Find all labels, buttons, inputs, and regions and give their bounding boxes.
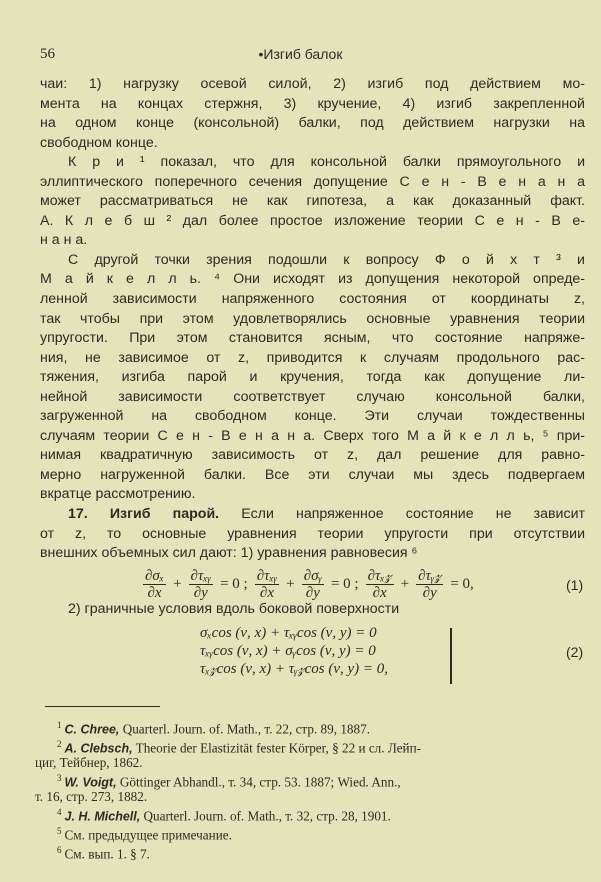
footnote-continuation: циг, Тейбнер, 1862. bbox=[35, 755, 143, 771]
section-heading: 17. Изгиб парой. bbox=[68, 506, 220, 523]
fraction-numerator: ∂τₓ𝓏 bbox=[367, 568, 392, 584]
text-line: нейной зависимости соответствует случаю консольной балки, bbox=[40, 388, 585, 405]
text-line: н а н а. bbox=[40, 232, 88, 249]
fraction-denominator: ∂y bbox=[305, 585, 320, 601]
footnote-author: A. Clebsch, bbox=[64, 741, 133, 756]
text-line: ленной зависимости напряженного состояния от координаты z, bbox=[40, 291, 585, 308]
fraction-numerator: ∂τᵧ𝓏 bbox=[418, 568, 442, 584]
text-line: от z, то основные уравнения теории упругости при отсутствии bbox=[40, 525, 585, 542]
text-line: чаи: 1) нагрузку осевой силой, 2) изгиб под действием мо- bbox=[40, 76, 585, 92]
text-line: мента на концах стержня, 3) кручение, 4) изгиб закрепленной bbox=[40, 95, 585, 112]
footnote-rule bbox=[45, 706, 160, 707]
footnote bbox=[35, 737, 585, 756]
fraction bbox=[143, 568, 166, 601]
equation-row: σₓcos (ν, x) + τₓᵧcos (ν, y) = 0 bbox=[200, 625, 377, 641]
text-line: случаям теории С е н - В е н а н а. Сверх того М а й к е л л ь, ⁵ при- bbox=[40, 427, 585, 444]
footnote-mark: 2 bbox=[57, 739, 62, 750]
footnote-mark: 1 bbox=[57, 720, 62, 730]
equation-2-bracket bbox=[450, 628, 452, 684]
equation-row: τₓ𝓏cos (ν, x) + τᵧ𝓏cos (ν, y) = 0, bbox=[200, 661, 389, 677]
text-line: С другой точки зрения подошли к вопросу Ф о й х т ³ и bbox=[68, 251, 585, 268]
footnote-text: Quarterl. Journ. of. Math., т. 22, стр. 89, 1887. bbox=[119, 721, 370, 737]
equation-operator: = 0 ; bbox=[330, 576, 359, 592]
fraction bbox=[366, 568, 394, 601]
section-first-line bbox=[40, 505, 585, 525]
footnote-text: Quarterl. Journ. of. Math., т. 32, стр. 28, 1901. bbox=[140, 808, 391, 824]
equation-1 bbox=[140, 568, 580, 601]
text-line: мерно нагруженной балки. Все эти случаи мы здесь подвергаем bbox=[40, 466, 585, 483]
paragraphs bbox=[40, 75, 585, 505]
footnote-author: J. H. Michell, bbox=[64, 809, 141, 824]
text-line: тяжения, изгиба парой и кручения, тогда как допущение ли- bbox=[40, 369, 585, 386]
footnote bbox=[35, 824, 585, 843]
page-number: 56 bbox=[40, 46, 55, 62]
equation-2 bbox=[200, 624, 388, 678]
fraction-denominator: ∂x bbox=[259, 585, 274, 601]
text-line: может рассматриваться не как гипотеза, а как доказанный факт. bbox=[40, 193, 585, 210]
fraction bbox=[416, 568, 443, 601]
footnotes bbox=[35, 718, 585, 862]
equation-operator: + bbox=[400, 576, 410, 592]
fraction-numerator: ∂σₓ bbox=[145, 568, 165, 584]
fraction-numerator: ∂τₓᵧ bbox=[256, 568, 278, 584]
section-lines bbox=[40, 525, 585, 564]
footnote-mark: 6 bbox=[57, 844, 62, 855]
section-first-line-text: Если напряженное состояние не зависит bbox=[241, 506, 585, 523]
body-text bbox=[40, 75, 585, 564]
footnote bbox=[35, 843, 585, 862]
boundary-conditions-text: 2) граничные условия вдоль боковой поверхности bbox=[68, 601, 400, 617]
text-line: К р и ¹ показал, что для консольной балки прямоугольного и bbox=[68, 154, 585, 171]
fraction-denominator: ∂x bbox=[372, 585, 387, 601]
footnote-text: См. вып. 1. § 7. bbox=[64, 846, 150, 862]
footnote-mark: 5 bbox=[57, 825, 62, 836]
text-line: так чтобы при этом удовлетворялись основные уравнения теории bbox=[40, 310, 585, 327]
text-line: эллиптического поперечного сечения допущение С е н - В е н а н а bbox=[40, 173, 585, 190]
text-line: М а й к е л л ь. ⁴ Они исходят из допущения некоторой опреде- bbox=[40, 271, 585, 288]
equation-2-number: (2) bbox=[566, 644, 584, 660]
footnote-author: W. Voigt, bbox=[64, 775, 117, 790]
footnote-author: C. Chree, bbox=[64, 722, 120, 737]
text-line: свободном конце. bbox=[40, 134, 158, 151]
footnote-text: См. предыдущее примечание. bbox=[64, 827, 232, 843]
equation-operator: + bbox=[173, 576, 182, 592]
footnote bbox=[35, 771, 585, 790]
footnote-text: Göttinger Abhandl., т. 34, стр. 53. 1887; Wied. Ann., bbox=[116, 774, 401, 790]
fraction-numerator: ∂τₓᵧ bbox=[190, 568, 212, 584]
text-line: загруженной на свободном конце. Эти случаи тождественны bbox=[40, 408, 585, 425]
fraction bbox=[302, 568, 324, 601]
text-line: упругости. При этом становится ясным, что состояние напряже- bbox=[40, 330, 585, 347]
equation-operator: = 0 ; bbox=[220, 576, 248, 592]
fraction-denominator: ∂x bbox=[147, 585, 162, 601]
footnote-text: Theorie der Elastizität fester Körper, § 22 и сл. Лейп- bbox=[132, 740, 422, 756]
footnote-continuation: т. 16, стр. 273, 1882. bbox=[35, 788, 148, 804]
text-line: внешних объемных сил дают: 1) уравнения равновесия ⁶ bbox=[40, 545, 418, 562]
fraction-numerator: ∂σᵧ bbox=[303, 568, 322, 584]
text-line: А. К л е б ш ² дал более простое изложение теории С е н - В е- bbox=[40, 212, 585, 229]
equation-row: τₓᵧcos (ν, x) + σᵧcos (ν, y) = 0 bbox=[200, 643, 376, 659]
fraction bbox=[255, 568, 280, 601]
fraction bbox=[189, 568, 214, 601]
fraction-denominator: ∂y bbox=[193, 585, 208, 601]
text-line: на одном конце (консольной) балки, под действием нагрузки на bbox=[40, 115, 585, 132]
fraction-denominator: ∂y bbox=[422, 585, 437, 601]
footnote bbox=[35, 718, 585, 737]
equation-operator: + bbox=[286, 576, 295, 592]
footnote bbox=[35, 805, 585, 824]
running-title: •Изгиб балок bbox=[258, 46, 343, 62]
text-line: нимая квадратичную зависимость от z, дал решение для равно- bbox=[40, 447, 585, 464]
text-line: ния, не зависимое от z, приводится к случаям продольного рас- bbox=[40, 349, 585, 366]
footnote-mark: 4 bbox=[57, 806, 62, 817]
text-line: вкратце рассмотрению. bbox=[40, 486, 196, 503]
equation-operator: = 0, bbox=[450, 576, 474, 592]
footnote-mark: 3 bbox=[57, 772, 62, 783]
equation-1-number: (1) bbox=[566, 577, 584, 593]
